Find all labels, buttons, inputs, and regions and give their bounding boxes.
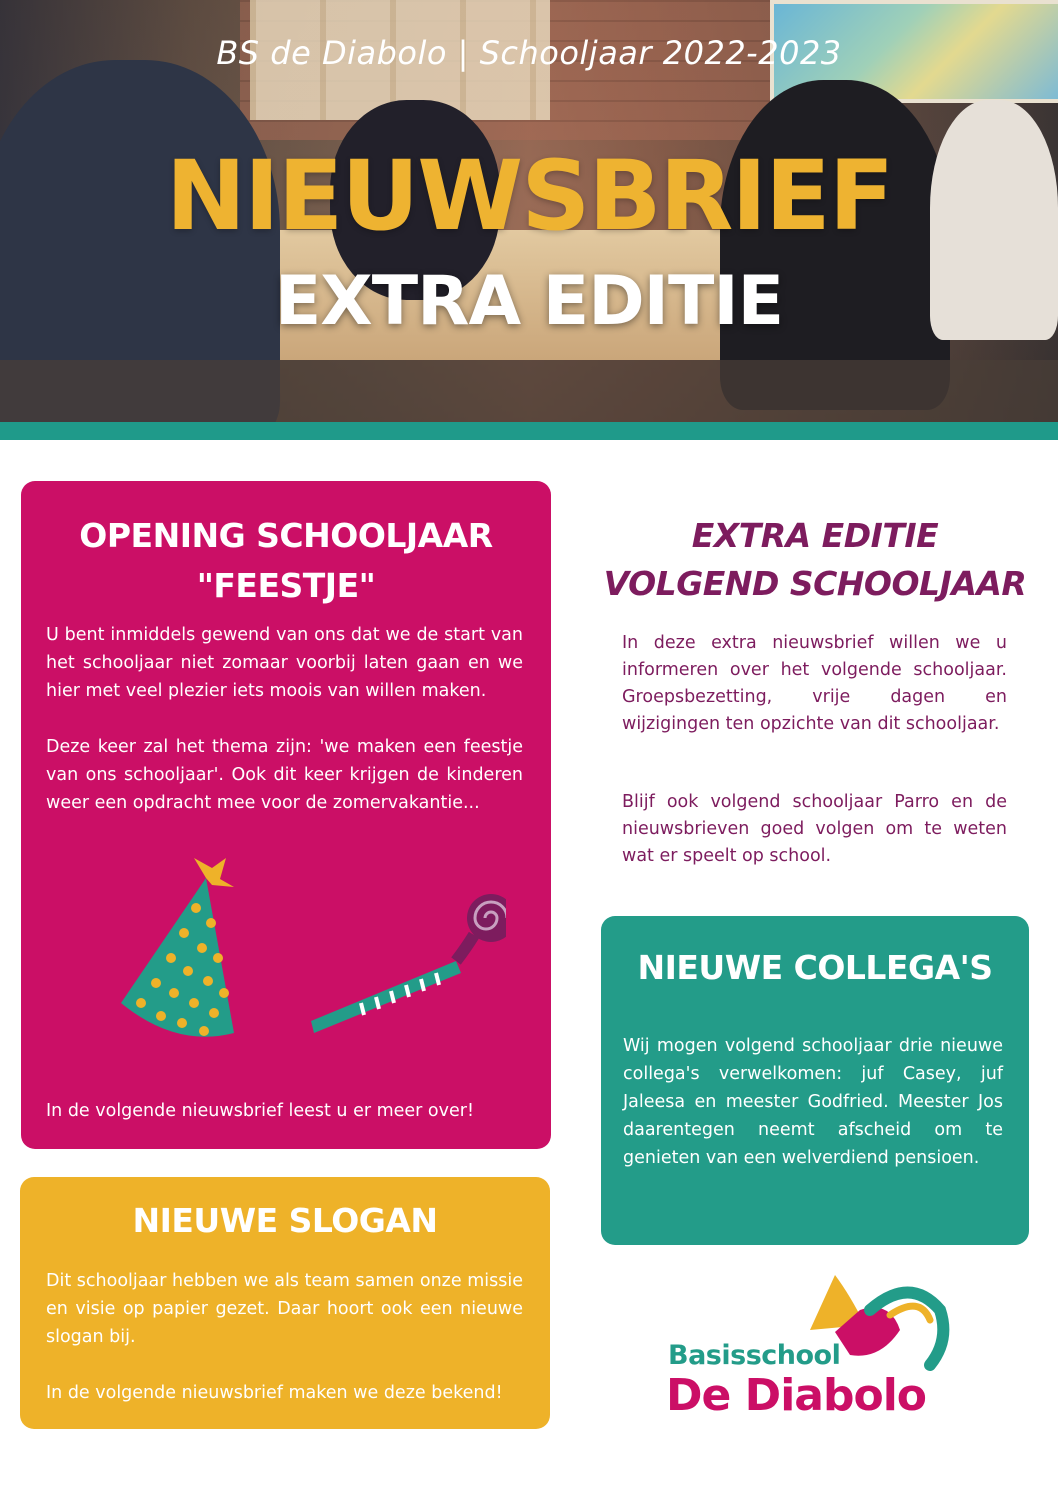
extra-paragraph: Blijf ook volgend schooljaar Parro en de nieuwsbrieven goed volgen om te weten wat er speelt op school. — [622, 792, 1007, 866]
floor — [0, 360, 1058, 422]
colleagues-title: NIEUWE COLLEGA'S — [637, 948, 993, 987]
logo-line1: Basisschool — [668, 1340, 841, 1371]
slogan-box — [20, 1177, 550, 1429]
party-hat-icon — [121, 858, 234, 1037]
opening-title: OPENING SCHOOLJAAR "FEESTJE" — [79, 516, 493, 605]
extra-paragraph: In deze extra nieuwsbrief willen we u informeren over het volgende schooljaar. Groepsbezetting, vrije dagen en wijzigingen ten opzichte van dit schooljaar. — [622, 633, 1007, 734]
edition-title: EXTRA EDITIE — [274, 262, 784, 341]
newsletter-title: NIEUWSBRIEF — [165, 140, 893, 252]
slogan-paragraph: In de volgende nieuwsbrief maken we deze bekend! — [46, 1383, 503, 1403]
opening-footer: In de volgende nieuwsbrief leest u er meer over! — [46, 1101, 474, 1121]
party-illustration — [116, 853, 506, 1048]
logo-line2: De Diabolo — [666, 1370, 927, 1421]
extra-title-line2: VOLGEND SCHOOLJAAR — [603, 564, 1027, 603]
colleagues-paragraph: Wij mogen volgend schooljaar drie nieuwe collega's verwelkomen: juf Casey, juf Jaleesa en meester Godfried. Meester Jos daarentegen neemt afscheid om te genieten van een welverdiend pensioen. — [623, 1036, 1003, 1168]
party-blower-icon — [311, 894, 506, 1033]
opening-paragraph: Deze keer zal het thema zijn: 'we maken een feestje van ons schooljaar'. Ook dit keer krijgen de kinderen weer een opdracht mee voor de zomervakantie... — [46, 737, 523, 813]
school-logo — [660, 1270, 960, 1430]
opening-box — [21, 481, 551, 1149]
slogan-title: NIEUWE SLOGAN — [132, 1201, 438, 1240]
header-stripe — [0, 422, 1058, 440]
colleagues-box — [601, 916, 1029, 1245]
header-photo — [0, 0, 1058, 422]
slogan-paragraph: Dit schooljaar hebben we als team samen onze missie en visie op papier gezet. Daar hoort ook een nieuwe slogan bij. — [46, 1271, 523, 1347]
header-subtitle: BS de Diabolo | Schooljaar 2022-2023 — [216, 34, 842, 72]
extra-title-line1: EXTRA EDITIE — [691, 516, 939, 555]
opening-paragraph: U bent inmiddels gewend van ons dat we de start van het schooljaar niet zomaar voorbij laten gaan en we hier met veel plezier iets moois van willen maken. — [46, 625, 523, 701]
